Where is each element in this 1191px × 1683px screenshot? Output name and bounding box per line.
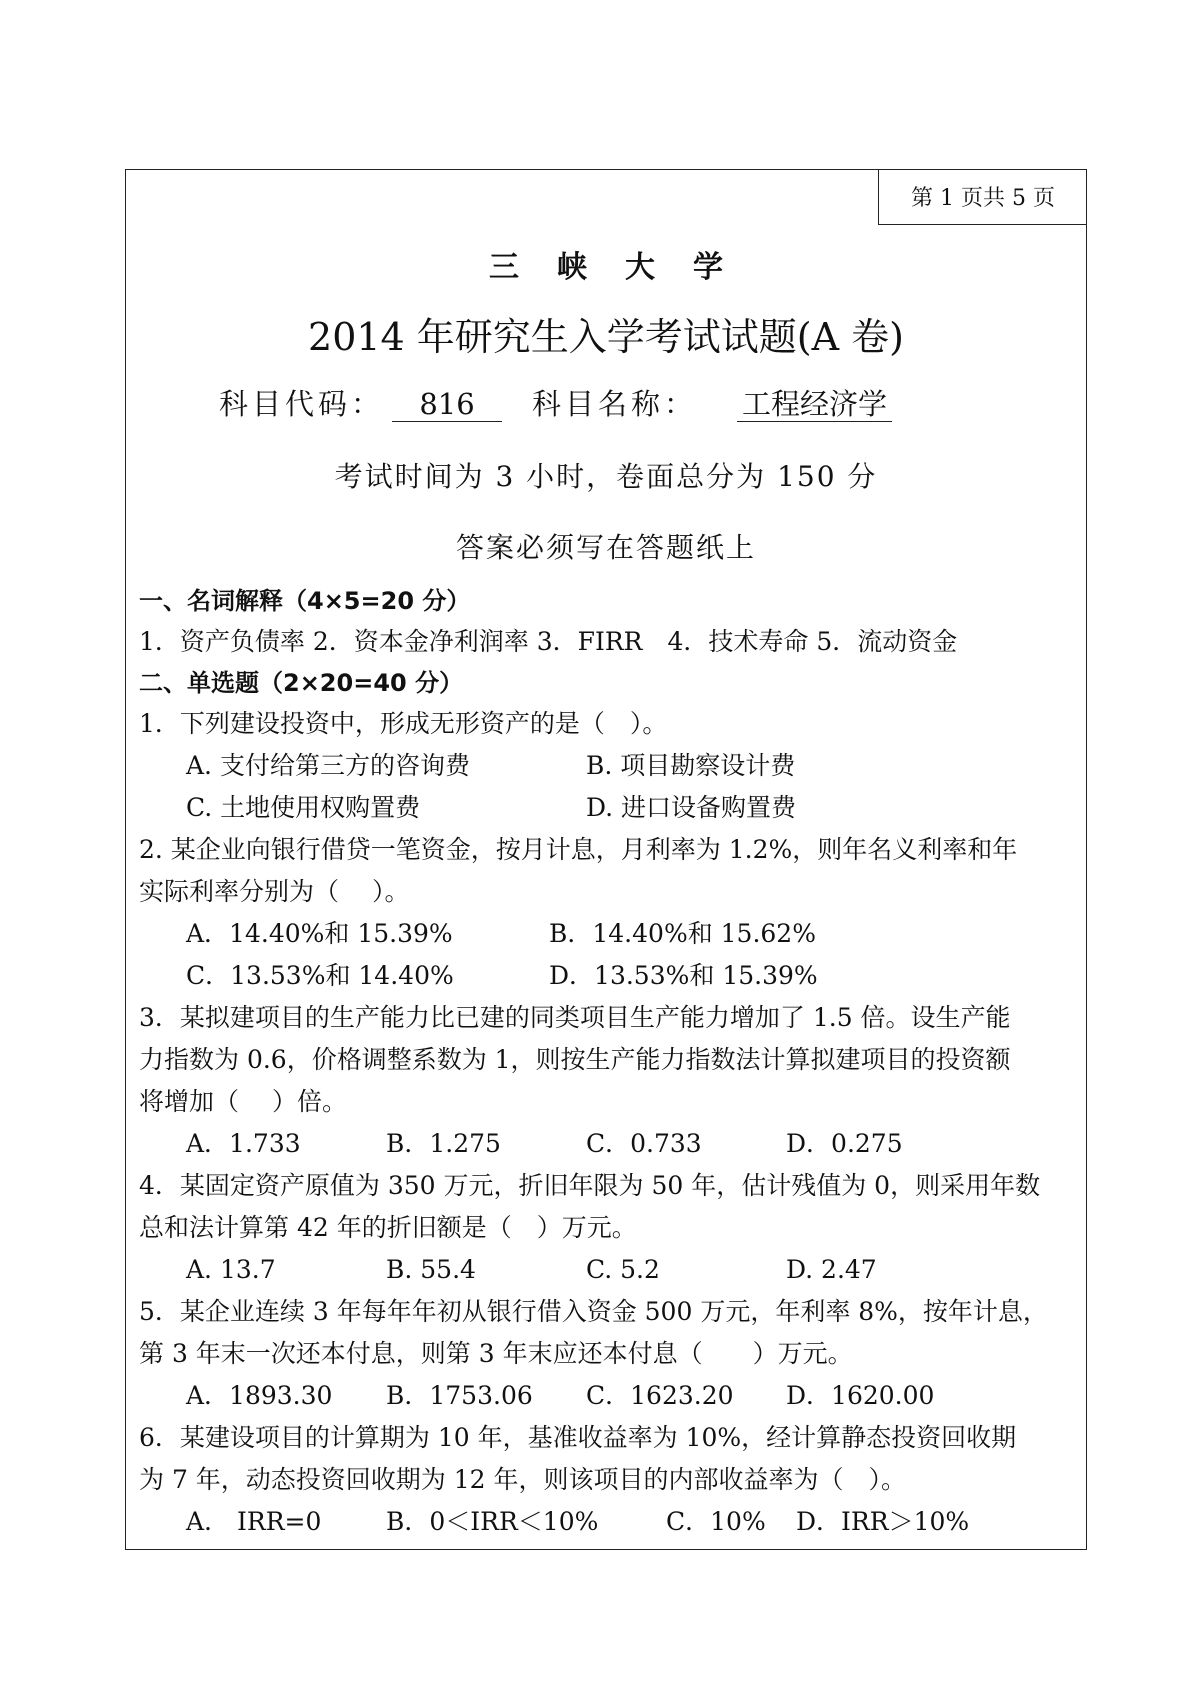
- subject-name-label: 科目名称：: [532, 387, 698, 421]
- q2-stem: 实际利率分别为（ ）。: [139, 877, 410, 906]
- q6-option-c: C．10%: [666, 1507, 766, 1536]
- q6-option-b: B．0＜IRR＜10%: [386, 1507, 599, 1536]
- exam-frame: [125, 169, 1087, 1550]
- q6-option-d: D．IRR＞10%: [796, 1507, 970, 1536]
- section-1-terms: 1．资产负债率 2．资本金净利润率 3．FIRR 4．技术寿命 5．流动资金: [139, 627, 958, 656]
- q5-stem: 第 3 年末一次还本付息，则第 3 年末应还本付息（ ）万元。: [139, 1339, 853, 1368]
- exam-time: 考试时间为 3 小时，卷面总分为 150 分: [334, 460, 878, 493]
- q1-stem: 1．下列建设投资中，形成无形资产的是（ ）。: [139, 709, 668, 738]
- q3-stem: 将增加（ ）倍。: [139, 1087, 347, 1116]
- q6-option-a: A. IRR=0: [186, 1507, 322, 1536]
- q5-option-c: C．1623.20: [586, 1381, 734, 1410]
- subject-line: [219, 382, 892, 423]
- q3-options-row: [139, 1123, 1076, 1165]
- q3-option-c: C．0.733: [586, 1129, 702, 1158]
- exam-title: 2014 年研究生入学考试试题(A 卷): [308, 315, 904, 359]
- q1-option-a: A. 支付给第三方的咨询费: [186, 751, 470, 780]
- q1-option-c: C. 土地使用权购置费: [186, 793, 421, 822]
- q6-options-row: [139, 1501, 1076, 1543]
- q5-option-a: A．1893.30: [186, 1381, 333, 1410]
- q2-option-a: A．14.40%和 15.39%: [186, 919, 453, 948]
- q4-options-row: [139, 1249, 1076, 1291]
- q3-stem: 力指数为 0.6，价格调整系数为 1，则按生产能力指数法计算拟建项目的投资额: [139, 1045, 1011, 1074]
- q4-option-a: A. 13.7: [186, 1255, 276, 1284]
- section-1-title: 一、名词解释（4×5=20 分）: [139, 587, 471, 615]
- q1-option-b: B. 项目勘察设计费: [586, 751, 796, 780]
- page-indicator: 第 1 页共 5 页: [878, 169, 1087, 225]
- q3-option-b: B．1.275: [386, 1129, 501, 1158]
- q2-option-c: C．13.53%和 14.40%: [186, 961, 454, 990]
- section-2-title: 二、单选题（2×20=40 分）: [139, 669, 464, 697]
- q2-options-row: [139, 955, 1076, 997]
- q6-stem: 6．某建设项目的计算期为 10 年，基准收益率为 10%，经计算静态投资回收期: [139, 1423, 1017, 1452]
- answer-note: 答案必须写在答题纸上: [455, 531, 756, 564]
- university-name: 三峡大学: [489, 250, 761, 285]
- q2-stem: 2. 某企业向银行借贷一笔资金，按月计息，月利率为 1.2%，则年名义利率和年: [139, 835, 1018, 864]
- q4-option-d: D. 2.47: [786, 1255, 877, 1284]
- q5-stem: 5．某企业连续 3 年每年年初从银行借入资金 500 万元，年利率 8%，按年计息，: [139, 1297, 1048, 1326]
- q3-stem: 3．某拟建项目的生产能力比已建的同类项目生产能力增加了 1.5 倍。设生产能: [139, 1003, 1011, 1032]
- q1-option-d: D. 进口设备购置费: [586, 793, 797, 822]
- q5-option-b: B．1753.06: [386, 1381, 533, 1410]
- exam-content: [139, 581, 1076, 1543]
- q1-options-row: [139, 745, 1076, 787]
- q2-options-row: [139, 913, 1076, 955]
- q2-option-b: B．14.40%和 15.62%: [549, 919, 816, 948]
- subject-name-value: 工程经济学: [737, 387, 892, 422]
- q5-option-d: D．1620.00: [786, 1381, 935, 1410]
- q3-option-a: A．1.733: [186, 1129, 301, 1158]
- q4-option-b: B. 55.4: [386, 1255, 476, 1284]
- q6-stem: 为 7 年，动态投资回收期为 12 年，则该项目的内部收益率为（ ）。: [139, 1465, 907, 1494]
- subject-code-label: 科目代码：: [219, 387, 385, 421]
- q4-option-c: C. 5.2: [586, 1255, 660, 1284]
- q2-option-d: D．13.53%和 15.39%: [549, 961, 818, 990]
- q1-options-row: [139, 787, 1076, 829]
- q5-options-row: [139, 1375, 1076, 1417]
- q4-stem: 总和法计算第 42 年的折旧额是（ ）万元。: [139, 1213, 637, 1242]
- q4-stem: 4．某固定资产原值为 350 万元，折旧年限为 50 年，估计残值为 0，则采用年数: [139, 1171, 1041, 1200]
- q3-option-d: D．0.275: [786, 1129, 903, 1158]
- subject-code-value: 816: [392, 387, 502, 422]
